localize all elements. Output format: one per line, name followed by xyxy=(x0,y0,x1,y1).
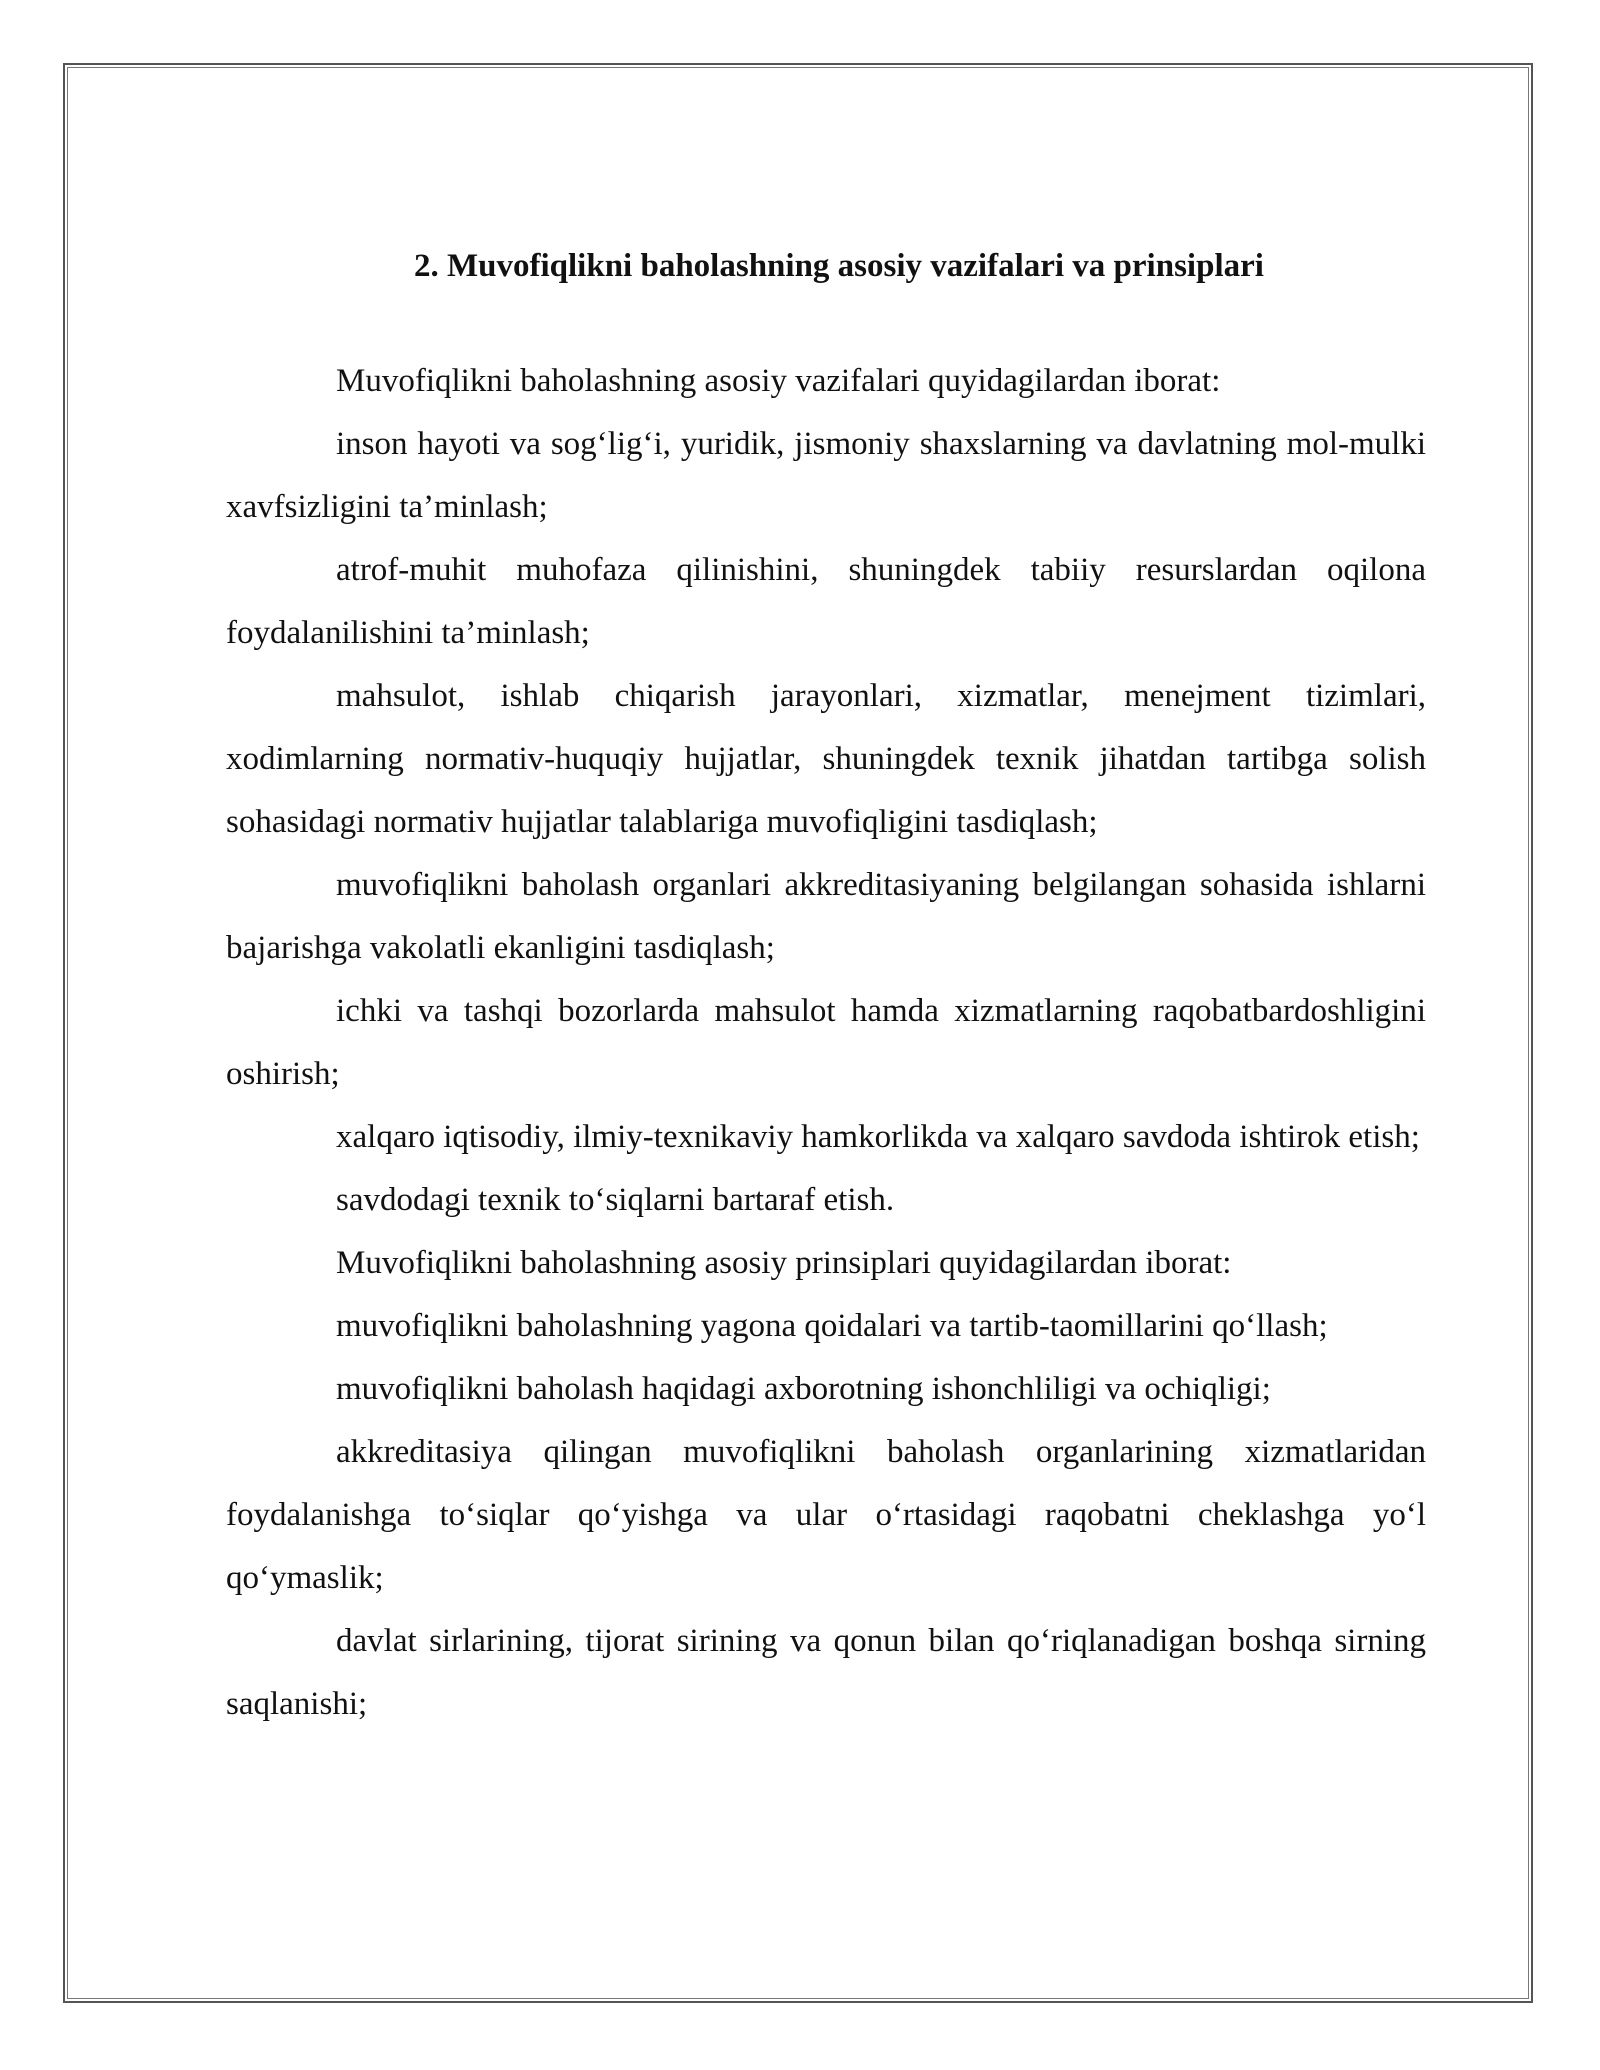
paragraph-task-competitiveness: ichki va tashqi bozorlarda mahsulot hamda xizmatlarning raqobatbardoshligini oshirish; xyxy=(226,993,1426,1092)
paragraph-task-barriers: savdodagi texnik to‘siqlarni bartaraf etish. xyxy=(336,1182,895,1218)
paragraph-principle-reliability: muvofiqlikni baholash haqidagi axborotning ishonchliligi va ochiqligi; xyxy=(336,1371,1271,1407)
paragraph-tasks-intro: Muvofiqlikni baholashning asosiy vazifalari quyidagilardan iborat: xyxy=(336,363,1221,399)
document-body xyxy=(226,246,1426,1736)
paragraph-principle-uniform-rules: muvofiqlikni baholashning yagona qoidalari va tartib-taomillarini qo‘llash; xyxy=(336,1308,1328,1344)
paragraph-task-conformity: mahsulot, ishlab chiqarish jarayonlari, xizmatlar, menejment tizimlari, xodimlarning normativ-huquqiy hujjatlar, shuningdek texnik jihatdan tartibga solish sohasidagi normativ hujjatlar talablariga muvofiqligini tasdiqlash; xyxy=(226,678,1426,840)
paragraph-principles-intro: Muvofiqlikni baholashning asosiy prinsiplari quyidagilardan iborat: xyxy=(336,1245,1232,1281)
paragraph-principle-competition: akkreditasiya qilingan muvofiqlikni baholash organlarining xizmatlaridan foydalanishga to‘siqlar qo‘yishga va ular o‘rtasidagi raqobatni cheklashga yo‘l qo‘ymaslik; xyxy=(226,1434,1426,1596)
paragraph-task-international: xalqaro iqtisodiy, ilmiy-texnikaviy hamkorlikda va xalqaro savdoda ishtirok etish; xyxy=(336,1119,1420,1155)
section-heading: 2. Muvofiqlikni baholashning asosiy vazifalari va prinsiplari xyxy=(414,248,1264,284)
paragraph-task-environment: atrof-muhit muhofaza qilinishini, shuningdek tabiiy resurslardan oqilona foydalanilishini ta’minlash; xyxy=(226,552,1426,651)
paragraph-task-accreditation: muvofiqlikni baholash organlari akkreditasiyaning belgilangan sohasida ishlarni bajarishga vakolatli ekanligini tasdiqlash; xyxy=(226,867,1426,966)
paragraph-principle-secrecy: davlat sirlarining, tijorat sirining va qonun bilan qo‘riqlanadigan boshqa sirning saqlanishi; xyxy=(226,1623,1426,1722)
paragraph-task-safety: inson hayoti va sog‘lig‘i, yuridik, jismoniy shaxslarning va davlatning mol-mulki xavfsizligini ta’minlash; xyxy=(226,426,1426,525)
